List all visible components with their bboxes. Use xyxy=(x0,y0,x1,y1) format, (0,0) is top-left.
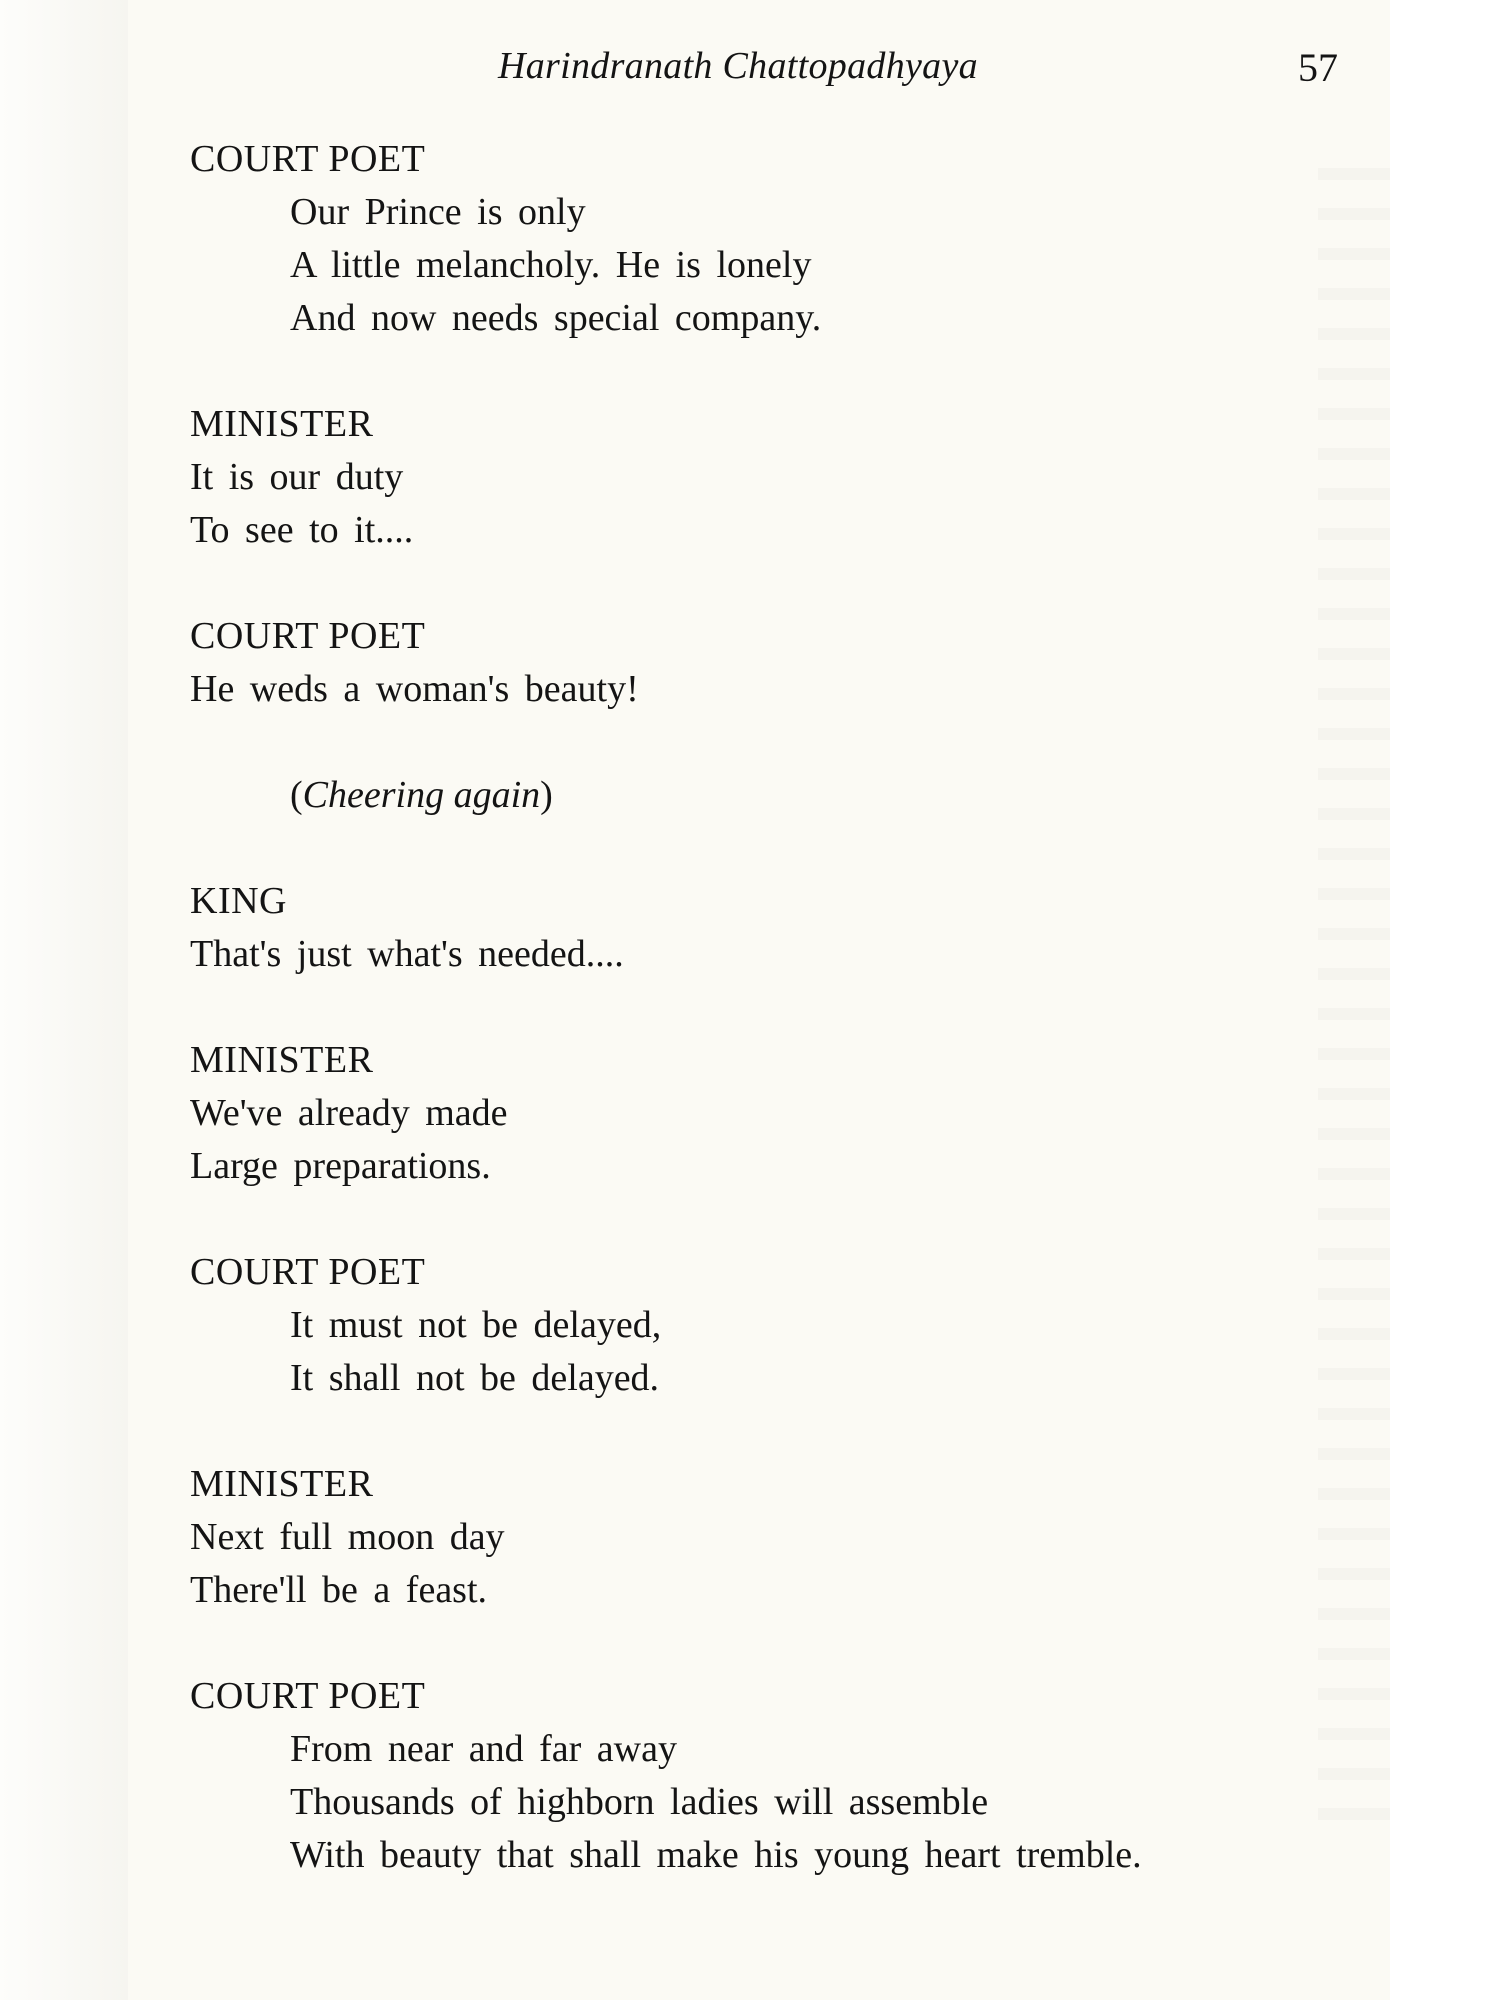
dialogue-line: It must not be delayed, xyxy=(290,1304,662,1346)
stage-direction-block xyxy=(190,769,1390,822)
speaker-name: MINISTER xyxy=(190,1463,374,1505)
dialogue-line: Next full moon day xyxy=(190,1516,505,1558)
speaker-name: MINISTER xyxy=(190,1039,374,1081)
speaker-name: KING xyxy=(190,880,287,922)
speech-block xyxy=(190,1458,1390,1617)
speaker-name: COURT POET xyxy=(190,615,426,657)
speaker-name: COURT POET xyxy=(190,138,426,180)
dialogue-line: It shall not be delayed. xyxy=(290,1357,660,1399)
speech-block xyxy=(190,1246,1390,1405)
stage-direction-text: Cheering again xyxy=(302,774,541,816)
dialogue-line: From near and far away xyxy=(290,1728,677,1770)
speech-block xyxy=(190,875,1390,981)
dialogue-line: He weds a woman's beauty! xyxy=(190,668,639,710)
speech-block xyxy=(190,1034,1390,1193)
dialogue-line: With beauty that shall make his young heart tremble. xyxy=(290,1834,1142,1876)
play-text xyxy=(190,133,1390,1882)
speech-block xyxy=(190,398,1390,557)
speech-block xyxy=(190,1670,1390,1882)
dialogue-line: And now needs special company. xyxy=(290,297,822,339)
page-margin-left xyxy=(0,0,128,2000)
speech-block xyxy=(190,610,1390,716)
dialogue-line: Our Prince is only xyxy=(290,191,586,233)
speaker-name: COURT POET xyxy=(190,1675,426,1717)
running-title: Harindranath Chattopadhyaya xyxy=(498,45,978,87)
page-number: 57 xyxy=(1298,45,1338,90)
dialogue-line: To see to it.... xyxy=(190,509,414,551)
dialogue-line: Thousands of highborn ladies will assemble xyxy=(290,1781,989,1823)
page-margin-right xyxy=(1390,0,1500,2000)
speaker-name: MINISTER xyxy=(190,403,374,445)
stage-direction: (Cheering again) xyxy=(290,774,553,816)
dialogue-line: It is our duty xyxy=(190,456,404,498)
dialogue-line: A little melancholy. He is lonely xyxy=(290,244,812,286)
dialogue-line: Large preparations. xyxy=(190,1145,491,1187)
speech-block xyxy=(190,133,1390,345)
dialogue-line: We've already made xyxy=(190,1092,508,1134)
speaker-name: COURT POET xyxy=(190,1251,426,1293)
dialogue-line: That's just what's needed.... xyxy=(190,933,624,975)
dialogue-line: There'll be a feast. xyxy=(190,1569,488,1611)
